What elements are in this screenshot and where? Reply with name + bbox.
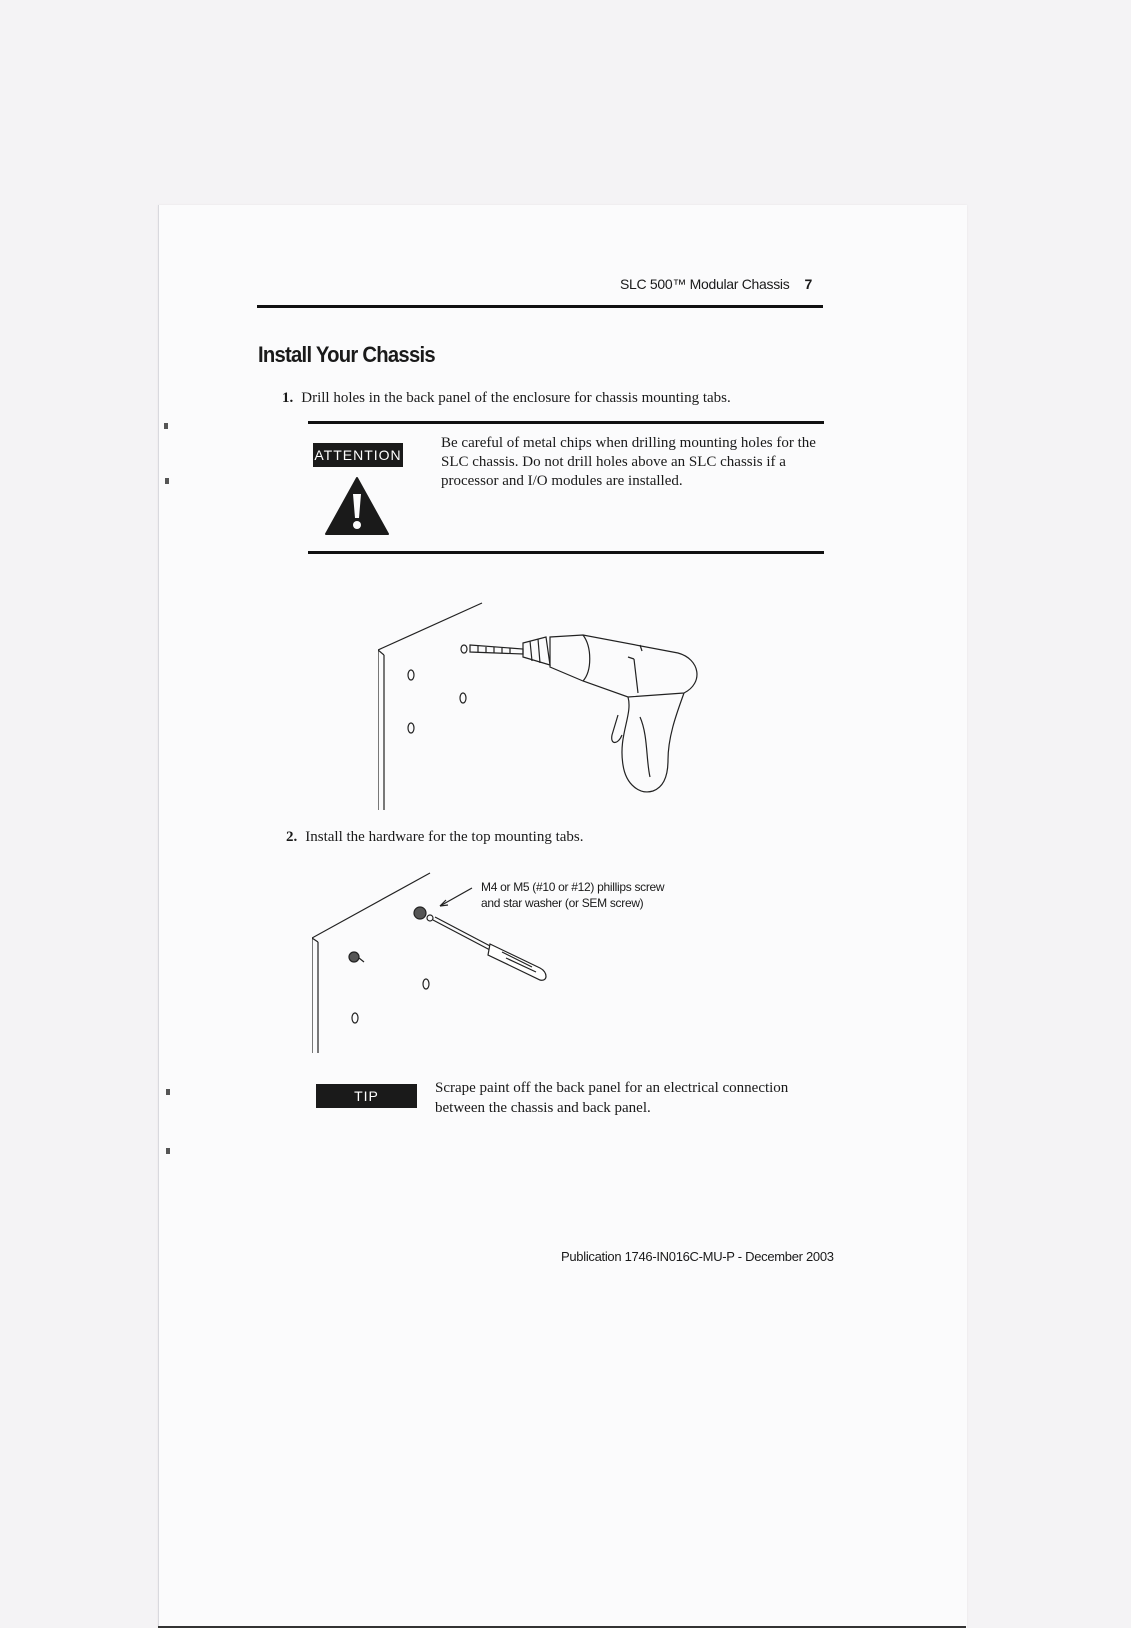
screw-callout — [481, 879, 711, 911]
step-number: 1. — [282, 390, 294, 406]
attention-rule-top — [308, 421, 824, 424]
step-text: Install the hardware for the top mounting tabs. — [305, 829, 584, 845]
binding-mark — [166, 1089, 170, 1095]
attention-rule-bottom — [308, 551, 824, 554]
step-2 — [286, 829, 584, 846]
header-rule — [257, 305, 823, 308]
step-number: 2. — [286, 829, 298, 845]
callout-line-2: and star washer (or SEM screw) — [481, 896, 644, 910]
tip-label: TIP — [316, 1084, 417, 1108]
binding-mark — [165, 478, 169, 484]
section-heading: Install Your Chassis — [258, 342, 435, 367]
tip-text: Scrape paint off the back panel for an electrical connection between the chassis and back panel. — [435, 1080, 789, 1116]
attention-label: ATTENTION — [313, 443, 403, 467]
step-text: Drill holes in the back panel of the enclosure for chassis mounting tabs. — [301, 390, 731, 406]
warning-triangle-icon — [324, 476, 390, 536]
binding-mark — [166, 1148, 170, 1154]
drill-illustration — [378, 595, 718, 820]
header-title: SLC 500™ Modular Chassis — [620, 276, 790, 292]
binding-mark — [164, 423, 168, 429]
attention-text: Be careful of metal chips when drilling mounting holes for the SLC chassis. Do not drill holes above an SLC chassis if a processor and I/O modules are installed. — [441, 435, 816, 489]
page-number: 7 — [804, 276, 812, 292]
step-1 — [282, 390, 731, 407]
callout-line-1: M4 or M5 (#10 or #12) phillips screw — [481, 880, 665, 894]
publication-footer: Publication 1746-IN016C-MU-P - December 2003 — [561, 1249, 834, 1264]
